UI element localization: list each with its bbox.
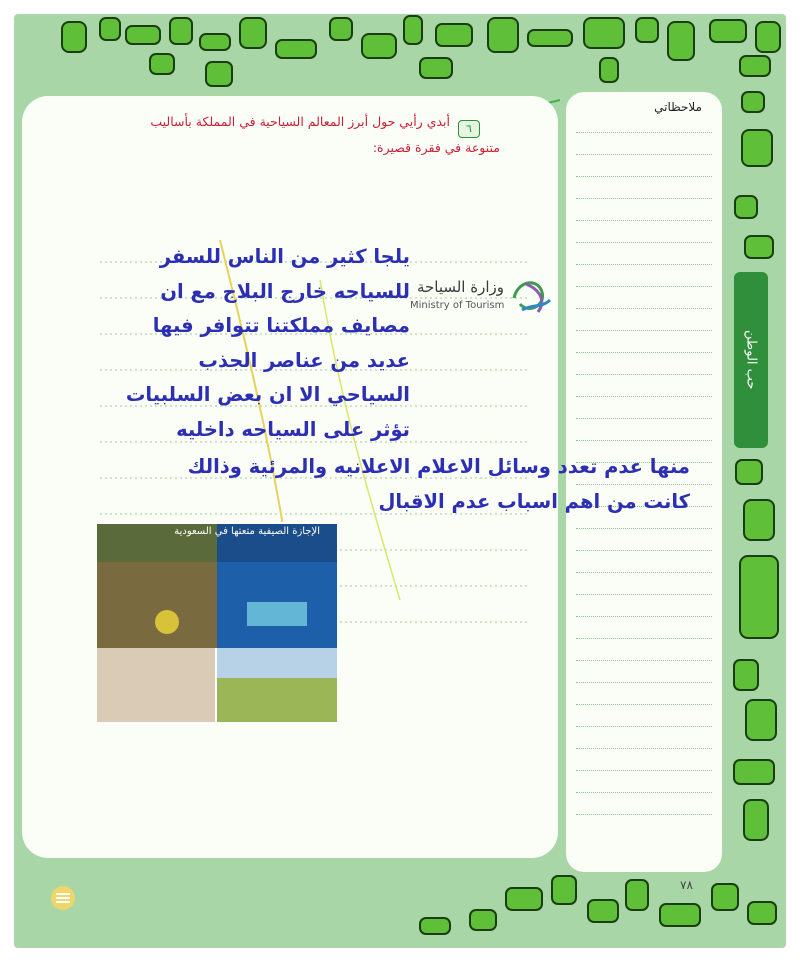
answer-continuation-2: كانت من اهم اسباب عدم الاقبال <box>378 490 690 513</box>
answer-line: عديد من عناصر الجذب <box>198 348 410 372</box>
question-number: ٦ <box>458 120 480 138</box>
logo-arabic-text: وزارة السياحة <box>416 278 504 296</box>
logo-english-text: Ministry of Tourism <box>410 300 505 311</box>
answer-paragraph <box>120 240 410 447</box>
notes-title: ملاحظاتي <box>654 100 702 114</box>
ministry-logo <box>410 272 558 322</box>
answer-line: السياحي الا ان بعض السلبيات <box>125 383 410 406</box>
publisher-logo-icon <box>48 868 78 918</box>
question-line-1: أبدي رأيي حول أبرز المعالم السياحية في المملكة بأساليب <box>150 114 450 129</box>
collage-caption: الإجازة الصيفية متعتها في السعودية <box>174 526 320 537</box>
tourism-photo-collage <box>97 522 337 722</box>
page-number: ٧٨ <box>680 878 693 892</box>
question-line-2: متنوعة في فقرة قصيرة: <box>372 140 500 155</box>
answer-line: مصايف مملكتنا تتوافر فيها <box>152 314 410 337</box>
answer-line: تؤثر على السياحه داخليه <box>176 417 410 441</box>
answer-line: يلجا كثير من الناس للسفر <box>159 245 410 268</box>
logo-mark-icon <box>508 274 554 318</box>
side-tab-label: حب الوطن <box>743 330 759 390</box>
answer-line: للسياحه خارج البلاج مع ان <box>160 279 410 303</box>
answer-continuation-1: منها عدم تعدد وسائل الاعلام الاعلانيه والمرئية وذالك <box>187 455 690 478</box>
